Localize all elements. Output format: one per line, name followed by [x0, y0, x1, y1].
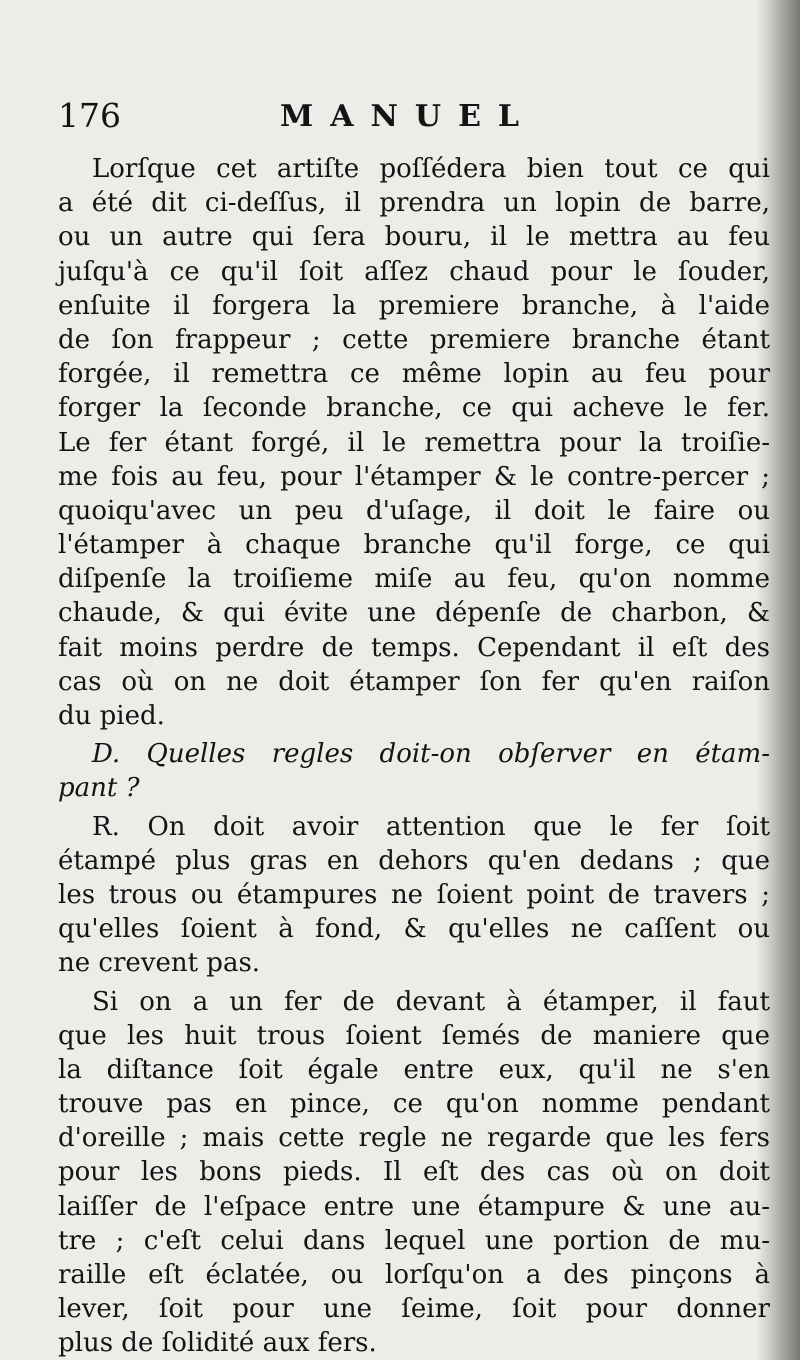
text-line: enſuite il forgera la premiere branche, à l'aide: [58, 290, 770, 321]
page-number: 176: [58, 96, 121, 135]
text-line: ne crevent pas.: [58, 948, 261, 979]
question-paragraph: [58, 737, 770, 805]
text-line: raille eſt éclatée, ou lorſqu'on a des pinçons à: [58, 1260, 770, 1290]
page-header: [58, 96, 758, 146]
text-line: la diſtance ſoit égale entre eux, qu'il ne s'en: [58, 1054, 770, 1085]
text-line: ou un autre qui ſera bouru, il le mettra au feu: [58, 222, 770, 253]
text-line: Lorſque cet artiſte poſſédera bien tout ce qui: [92, 154, 770, 184]
text-line: plus de ſolidité aux fers.: [58, 1328, 377, 1359]
running-title: MANUEL: [280, 99, 537, 134]
text-line: d'oreille ; mais cette regle ne regarde que les fers: [58, 1123, 770, 1154]
text-line: D. Quelles regles doit-on obſerver en étam-: [92, 739, 770, 770]
text-line: lever, ſoit pour une ſeime, ſoit pour donner: [58, 1294, 770, 1325]
text-line: tre ; c'eſt celui dans lequel une portion de mu-: [58, 1225, 770, 1256]
text-line: Le fer étant forgé, il le remettra pour la troiſie-: [58, 427, 770, 458]
text-line: fait moins perdre de temps. Cependant il eſt des: [58, 632, 770, 663]
text-line: juſqu'à ce qu'il ſoit aſſez chaud pour le ſouder,: [58, 256, 770, 287]
answer-paragraph: [58, 810, 770, 981]
text-line: a été dit ci-deſſus, il prendra un lopin de barre,: [58, 188, 770, 219]
text-line: que les huit trous ſoient ſemés de maniere que: [58, 1020, 770, 1051]
text-line: pant ?: [58, 773, 140, 804]
paragraph-4: [58, 985, 770, 1360]
text-line: les trous ou étampures ne ſoient point de travers ;: [58, 879, 770, 910]
page-body: [58, 152, 770, 1360]
text-line: cas où on ne doit étamper ſon fer qu'en raiſon: [58, 666, 770, 697]
text-line: Si on a un fer de devant à étamper, il faut: [92, 986, 770, 1017]
text-line: trouve pas en pince, ce qu'on nomme pendant: [58, 1089, 770, 1120]
text-line: étampé plus gras en dehors qu'en dedans ; que: [58, 845, 770, 876]
text-line: pour les bons pieds. Il eſt des cas où on doit: [58, 1157, 770, 1188]
text-line: me fois au feu, pour l'étamper & le contre-percer ;: [58, 461, 770, 492]
text-line: de ſon frappeur ; cette premiere branche étant: [58, 324, 770, 355]
text-line: qu'elles ſoient à fond, & qu'elles ne caſſent ou: [58, 914, 770, 945]
text-line: l'étamper à chaque branche qu'il forge, ce qui: [58, 530, 770, 561]
text-line: laiſſer de l'eſpace entre une étampure & une au-: [58, 1191, 770, 1222]
text-line: R. On doit avoir attention que le fer ſoit: [92, 811, 770, 842]
paragraph-1: [58, 152, 770, 733]
text-line: chaude, & qui évite une dépenſe de charbon, &: [58, 598, 770, 629]
text-line: quoiqu'avec un peu d'uſage, il doit le faire ou: [58, 495, 770, 526]
text-line: forger la ſeconde branche, ce qui acheve le fer.: [58, 393, 770, 424]
text-line: du pied.: [58, 701, 165, 731]
text-line: diſpenſe la troiſieme miſe au feu, qu'on nomme: [58, 564, 770, 595]
text-line: forgée, il remettra ce même lopin au feu pour: [58, 359, 770, 390]
